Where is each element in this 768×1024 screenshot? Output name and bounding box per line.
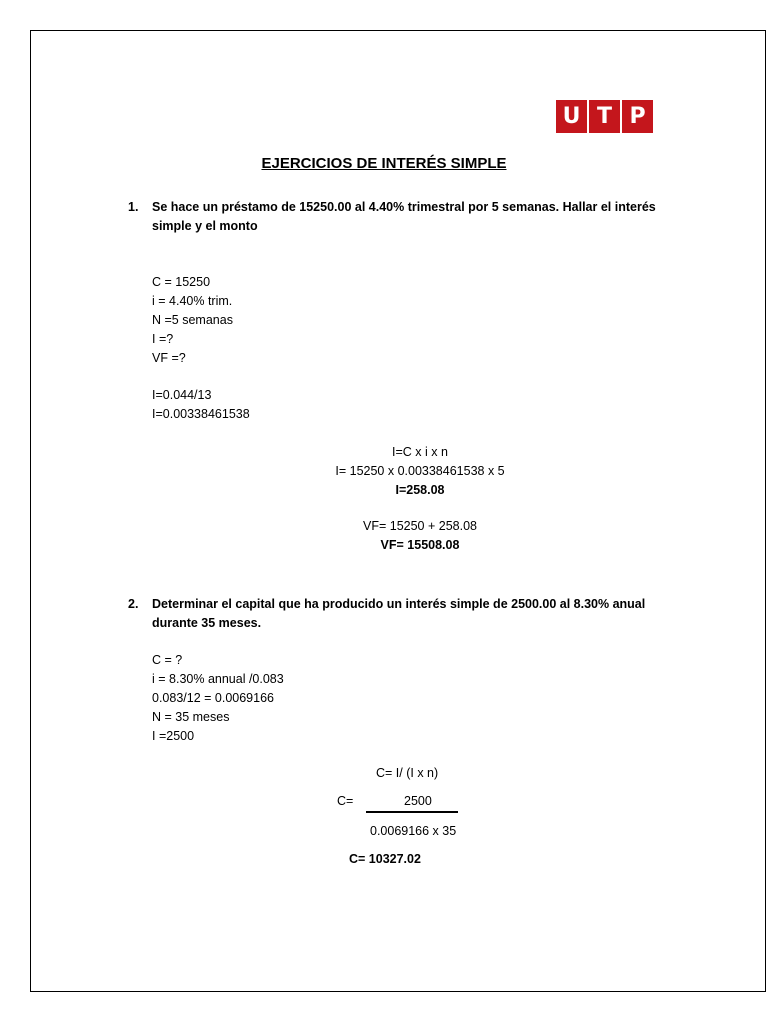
exercise-2-text: Determinar el capital que ha producido un interés simple de 2500.00 al 8.30% anual durante 35 meses. (152, 597, 646, 630)
exercise-2-givens (152, 651, 284, 746)
logo-letter-t: T (589, 100, 620, 133)
given-line: i = 8.30% annual /0.083 (152, 672, 284, 686)
utp-logo (556, 100, 653, 133)
page-border (30, 30, 766, 992)
given-line: VF =? (152, 351, 186, 365)
given-line: 0.083/12 = 0.0069166 (152, 691, 274, 705)
interest-result: I=258.08 (395, 483, 445, 497)
given-line: I =2500 (152, 729, 195, 743)
exercise-1-givens (152, 273, 233, 368)
vf-result: VF= 15508.08 (380, 538, 460, 552)
given-line: i = 4.40% trim. (152, 294, 233, 308)
substitution-line: I= 15250 x 0.00338461538 x 5 (335, 464, 505, 478)
document-title: EJERCICIOS DE INTERÉS SIMPLE (261, 155, 507, 172)
given-line: N = 35 meses (152, 710, 230, 724)
given-line: C = 15250 (152, 275, 211, 289)
formula-line: I=C x i x n (392, 445, 448, 459)
exercise-1-final-value (200, 517, 640, 555)
conversion-line: I=0.00338461538 (152, 407, 250, 421)
exercise-1-question (128, 198, 668, 236)
conversion-line: I=0.044/13 (152, 388, 212, 402)
fraction-numerator: 2500 (404, 794, 432, 808)
vf-formula-line: VF= 15250 + 258.08 (363, 519, 477, 533)
exercise-2-number: 2. (128, 597, 139, 611)
capital-result: C= 10327.02 (349, 852, 421, 866)
given-line: C = ? (152, 653, 183, 667)
exercise-1-conversions (152, 386, 250, 424)
logo-letter-p: P (622, 100, 653, 133)
exercise-1-calculation (200, 443, 640, 500)
fraction-denominator: 0.0069166 x 35 (370, 824, 457, 838)
exercise-1-number: 1. (128, 200, 139, 214)
exercise-2-formula: C= I/ (I x n) (376, 766, 439, 780)
exercise-1-text: Se hace un préstamo de 15250.00 al 4.40% trimestral por 5 semanas. Hallar el interés simple y el monto (152, 200, 656, 233)
fraction-bar (366, 811, 458, 813)
exercise-2-question (128, 595, 668, 633)
logo-letter-u: U (556, 100, 587, 133)
given-line: I =? (152, 332, 174, 346)
c-label: C= (337, 794, 354, 808)
given-line: N =5 semanas (152, 313, 233, 327)
